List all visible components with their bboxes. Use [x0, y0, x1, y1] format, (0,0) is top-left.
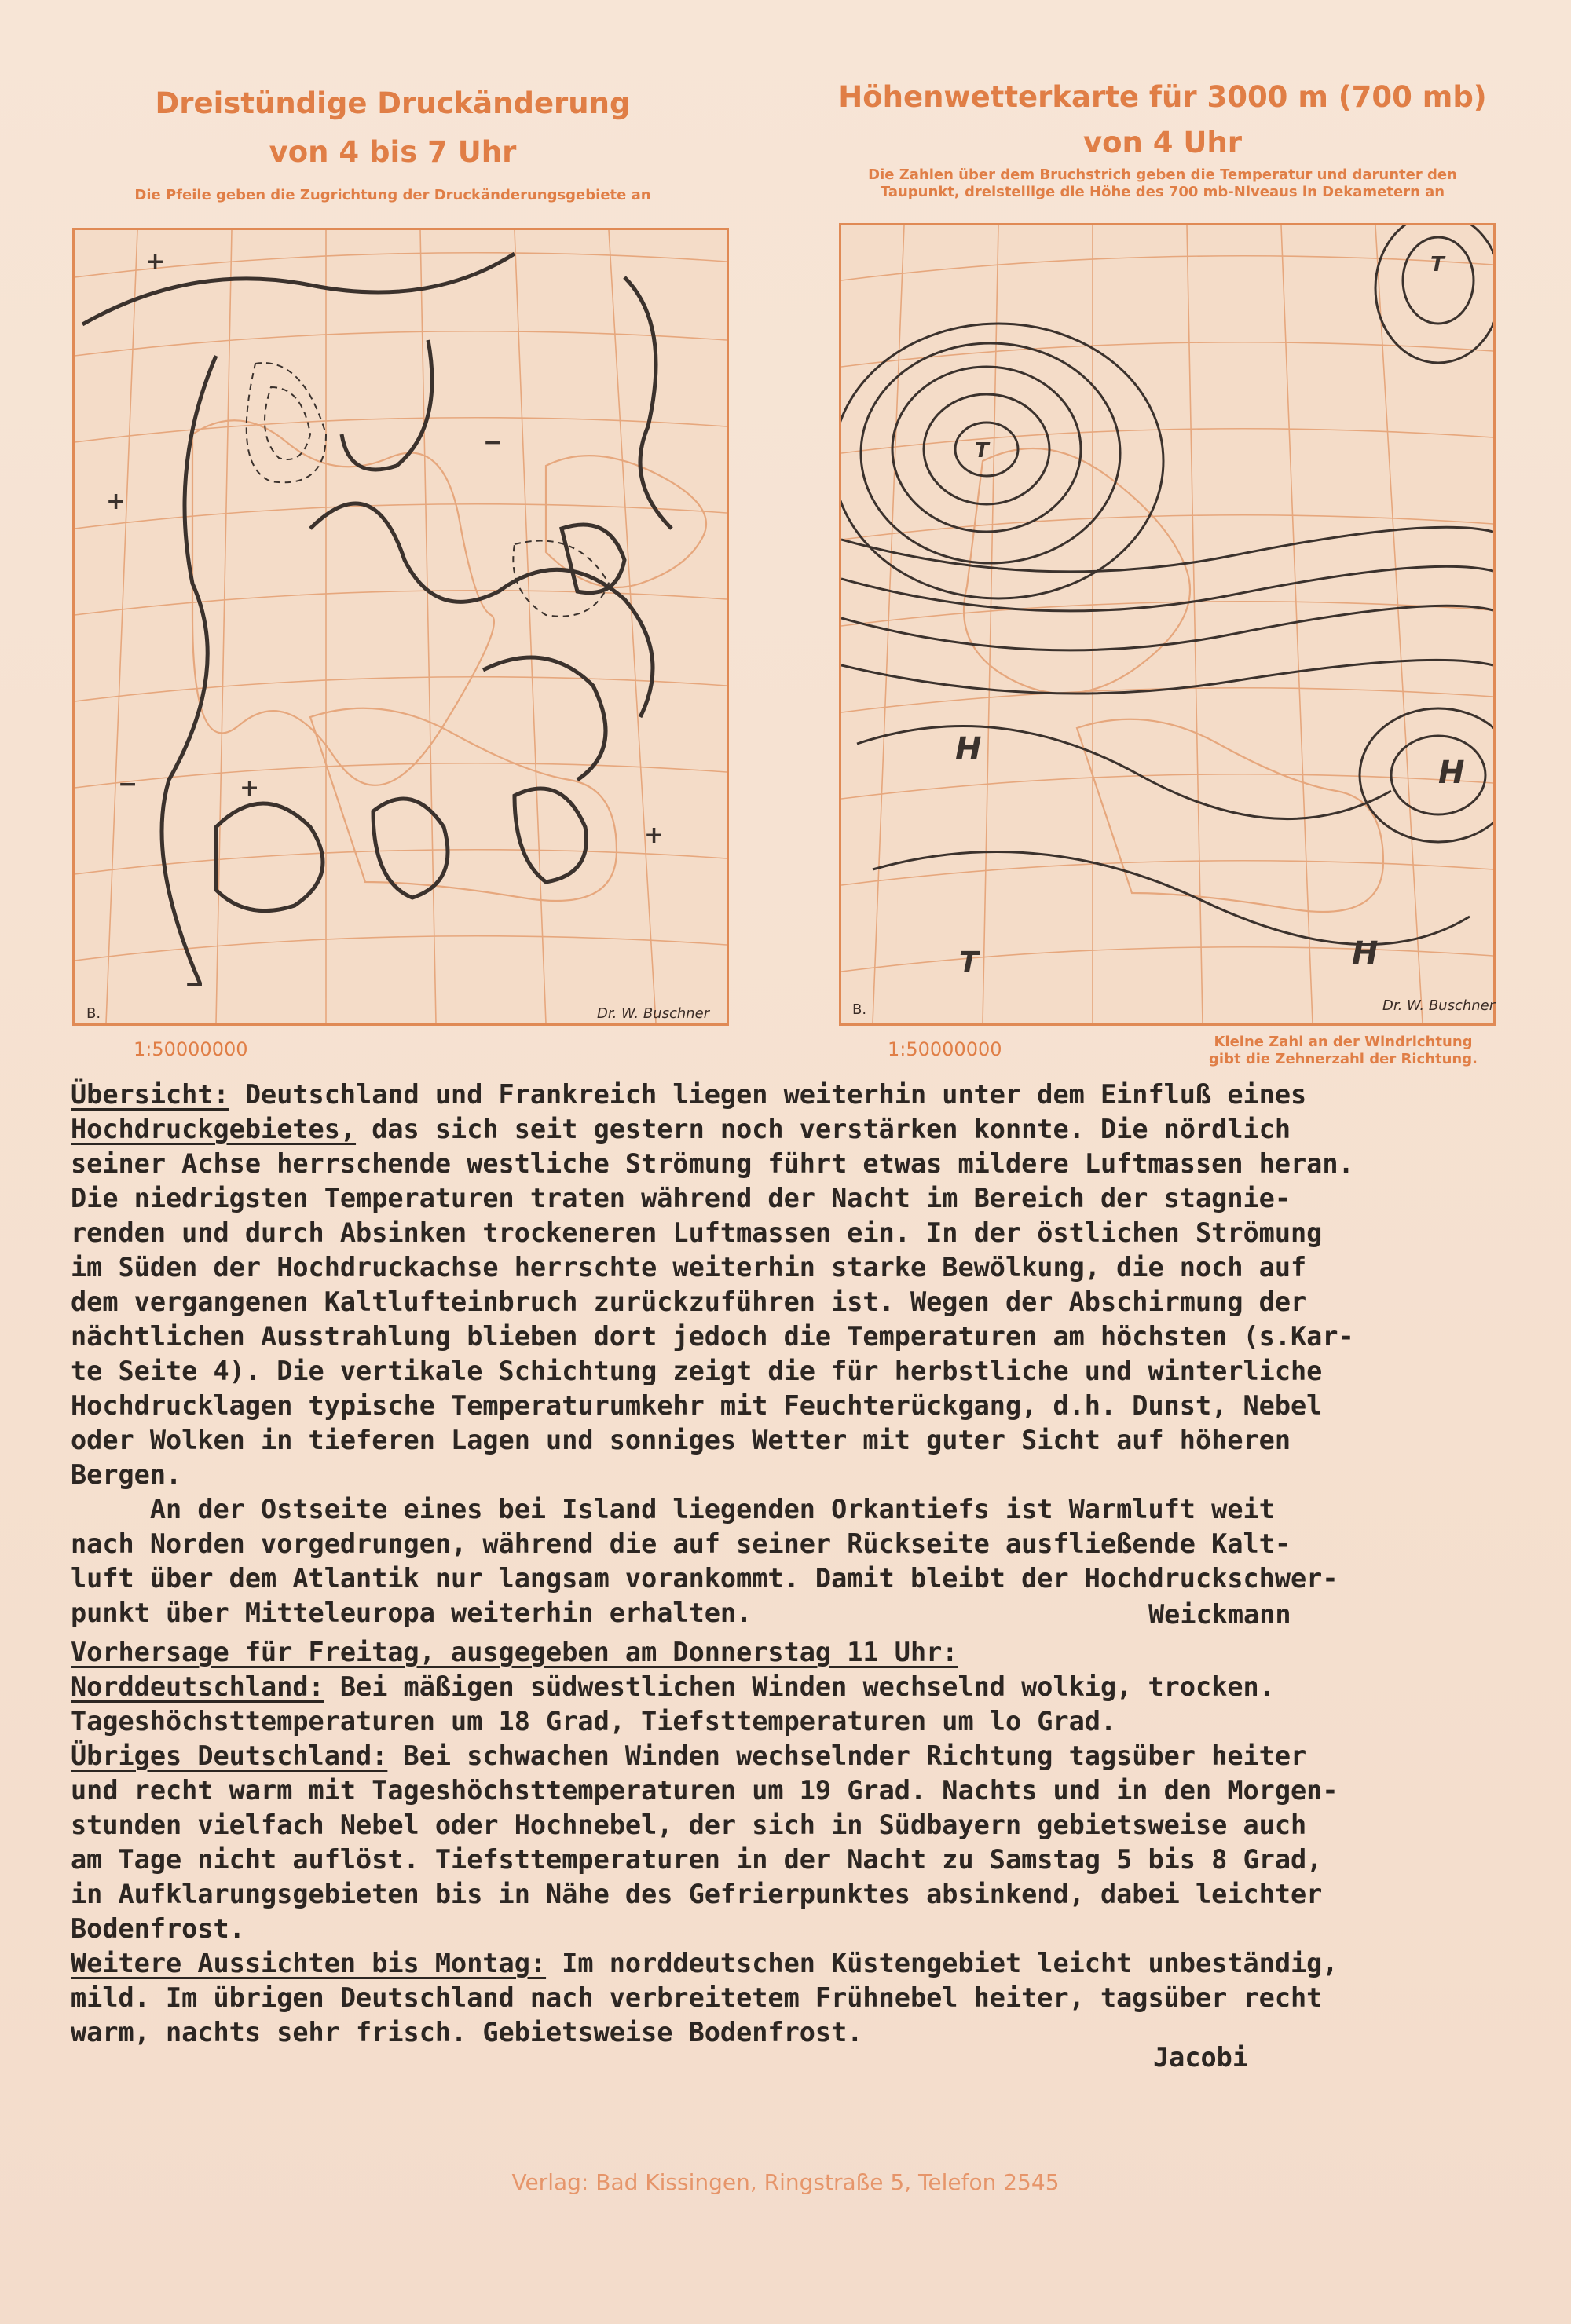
right-map-title-1: Höhenwetterkarte für 3000 m (700 mb)	[838, 80, 1487, 114]
pressure-change-map-drawing	[75, 230, 727, 1023]
forecast-rest-line: stunden vielfach Nebel oder Hochnebel, der sich in Südbayern gebietsweise auch	[71, 1810, 1307, 1840]
overview-line: Bergen.	[71, 1459, 182, 1490]
plus-sign: +	[145, 248, 166, 276]
overview-line: te Seite 4). Die vertikale Schichtung zeigt die für herbstliche und winterliche	[71, 1356, 1323, 1386]
right-map-title-2: von 4 Uhr	[1082, 126, 1243, 159]
overview-heading: Übersicht:	[71, 1079, 229, 1110]
low-symbol: T	[959, 946, 979, 979]
forecast-north-line-2: Tageshöchsttemperaturen um 18 Grad, Tiefsttemperaturen um lo Grad.	[71, 1706, 1117, 1737]
left-map-scale: 1:50000000	[134, 1038, 248, 1060]
plus-sign: +	[106, 488, 126, 515]
upper-air-map-drawing	[841, 225, 1496, 1023]
overview-line: An der Ostseite eines bei Island liegenden Orkantiefs ist Warmluft weit	[71, 1494, 1275, 1524]
forecast-author: Jacobi	[1153, 2042, 1249, 2073]
upper-air-map	[839, 223, 1496, 1026]
plus-sign: +	[644, 822, 665, 849]
forecast-north-label: Norddeutschland:	[71, 1671, 324, 1702]
overview-line: seiner Achse herrschende westliche Strömung führt etwas mildere Luftmassen heran.	[71, 1148, 1354, 1179]
right-map-note-2: gibt die Zehnerzahl der Richtung.	[1209, 1051, 1478, 1067]
minus-sign: −	[483, 429, 504, 456]
minus-sign: −	[118, 770, 138, 798]
right-map-credit: Dr. W. Buschner	[1382, 997, 1496, 1014]
forecast-rest-line: am Tage nicht auflöst. Tiefsttemperaturen in der Nacht zu Samstag 5 bis 8 Grad,	[71, 1844, 1323, 1875]
forecast-outlook-line: warm, nachts sehr frisch. Gebietsweise Bodenfrost.	[71, 2017, 863, 2048]
pressure-change-map	[72, 228, 729, 1026]
right-map-subtitle-2: Taupunkt, dreistellige die Höhe des 700 mb-Niveaus in Dekametern an	[880, 184, 1445, 200]
overview-line-2: Hochdruckgebietes, das sich seit gestern noch verstärken konnte. Die nördlich	[71, 1114, 1291, 1144]
forecast-heading: Vorhersage für Freitag, ausgegeben am Donnerstag 11 Uhr:	[71, 1637, 958, 1667]
overview-line: nach Norden vorgedrungen, während die auf seiner Rückseite ausfließende Kalt-	[71, 1528, 1291, 1559]
forecast-rest-line: Bodenfrost.	[71, 1913, 245, 1944]
right-map-scale: 1:50000000	[888, 1038, 1002, 1060]
left-map-credit: Dr. W. Buschner	[597, 1005, 710, 1022]
forecast-outlook-line: mild. Im übrigen Deutschland nach verbreitetem Frühnebel heiter, tagsüber recht	[71, 1982, 1323, 2013]
minus-sign: −	[185, 971, 205, 998]
forecast-north-line-1: Norddeutschland: Bei mäßigen südwestlichen Winden wechselnd wolkig, trocken.	[71, 1671, 1275, 1702]
left-map-corner-label: B.	[86, 1005, 101, 1022]
overview-line: renden und durch Absinken trockeneren Luftmassen ein. In der östlichen Strömung	[71, 1217, 1323, 1248]
forecast-outlook-line-1: Weitere Aussichten bis Montag: Im norddeutschen Küstengebiet leicht unbeständig,	[71, 1948, 1338, 1978]
overview-line: oder Wolken in tieferen Lagen und sonniges Wetter mit guter Sicht auf höheren	[71, 1425, 1291, 1455]
forecast-rest-label: Übriges Deutschland:	[71, 1740, 388, 1771]
overview-line: Hochdrucklagen typische Temperaturumkehr mit Feuchterückgang, d.h. Dunst, Nebel	[71, 1390, 1323, 1421]
right-map-corner-label: B.	[852, 1001, 867, 1018]
forecast-rest-line-1: Übriges Deutschland: Bei schwachen Winden wechselnder Richtung tagsüber heiter	[71, 1740, 1307, 1771]
high-symbol: H	[955, 731, 982, 767]
left-map-title-1: Dreistündige Druckänderung	[155, 86, 631, 120]
forecast-rest-line: und recht warm mit Tageshöchsttemperaturen um 19 Grad. Nachts und in den Morgen-	[71, 1775, 1338, 1806]
overview-line: im Süden der Hochdruckachse herrschte weiterhin starke Bewölkung, die noch auf	[71, 1252, 1307, 1283]
overview-line: Die niedrigsten Temperaturen traten während der Nacht im Bereich der stagnie-	[71, 1183, 1291, 1213]
low-symbol: T	[1430, 253, 1445, 276]
overview-author: Weickmann	[1148, 1599, 1291, 1630]
left-map-subtitle: Die Pfeile geben die Zugrichtung der Druckänderungsgebiete an	[134, 187, 651, 203]
plus-sign: +	[240, 774, 260, 802]
overview-line: dem vergangenen Kaltlufteinbruch zurückzuführen ist. Wegen der Abschirmung der	[71, 1286, 1307, 1317]
publisher-footer: Verlag: Bad Kissingen, Ringstraße 5, Telefon 2545	[511, 2169, 1060, 2195]
left-map-title-2: von 4 bis 7 Uhr	[269, 135, 517, 169]
overview-line-1: Übersicht: Deutschland und Frankreich liegen weiterhin unter dem Einfluß eines	[71, 1079, 1307, 1110]
overview-line: punkt über Mitteleuropa weiterhin erhalten.	[71, 1598, 753, 1628]
high-symbol: H	[1438, 755, 1465, 791]
right-map-subtitle-1: Die Zahlen über dem Bruchstrich geben die Temperatur und darunter den	[868, 167, 1457, 183]
high-symbol: H	[1352, 935, 1379, 972]
overview-line: nächtlichen Ausstrahlung blieben dort jedoch die Temperaturen am höchsten (s.Kar-	[71, 1321, 1354, 1352]
forecast-rest-line: in Aufklarungsgebieten bis in Nähe des Gefrierpunktes absinkend, dabei leichter	[71, 1879, 1323, 1909]
right-map-note-1: Kleine Zahl an der Windrichtung	[1214, 1034, 1473, 1050]
low-symbol: T	[975, 439, 989, 463]
overview-line: luft über dem Atlantik nur langsam vorankommt. Damit bleibt der Hochdruckschwer-	[71, 1563, 1338, 1594]
forecast-outlook-label: Weitere Aussichten bis Montag:	[71, 1948, 547, 1978]
